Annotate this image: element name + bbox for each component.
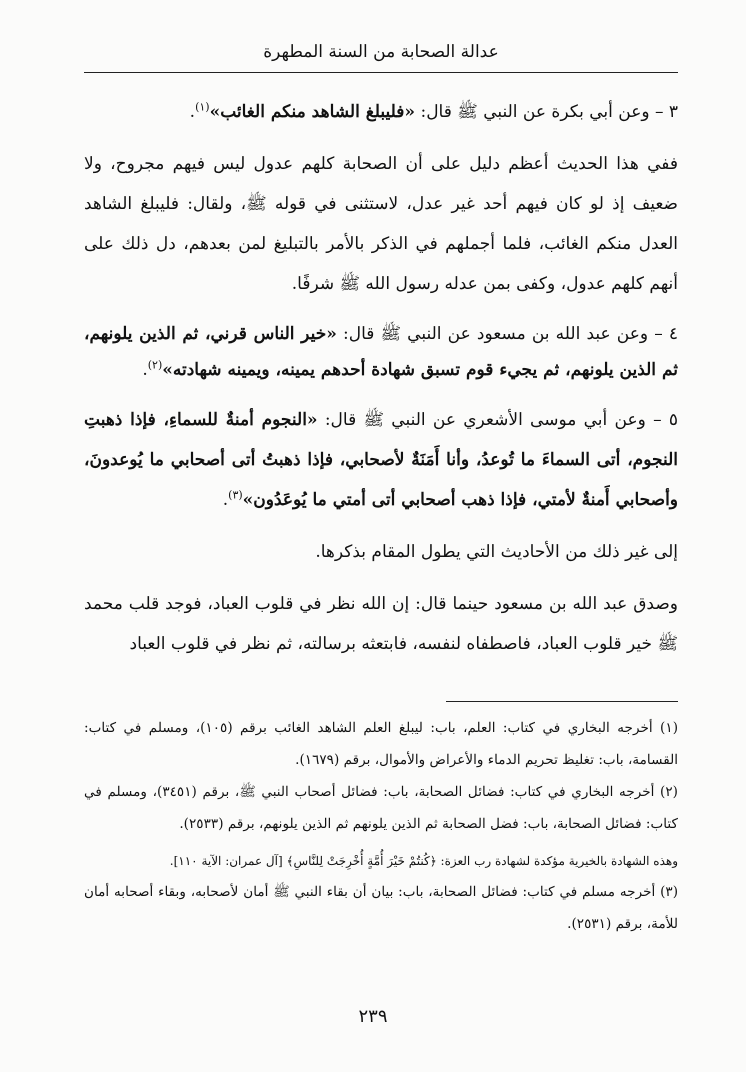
hadith-3-quote: «فليبلغ الشاهد منكم الغائب» [209, 102, 416, 122]
hadith-4 [84, 316, 678, 388]
footnote-3: (٣) أخرجه مسلم في كتاب: فضائل الصحابة، باب: بيان أن بقاء النبي ﷺ أمان لأصحابه، وبقاء أصحابه أمان للأمة، برقم (٢٥٣١). [84, 884, 678, 932]
hadith-5-end: . [222, 490, 229, 510]
hadith-5-quote: «النجوم أمنةٌ للسماءِ، فإذا ذهبتِ النجوم، أتى السماءَ ما تُوعدُ، وأنا أَمَنَةٌ لأصحابي، فإذا ذهبتُ أتى أصحابي ما يُوعدونَ، وأصحابي أَمنةٌ لأمتي، فإذا ذهب أصحابي أتى أمتي ما يُوعَدُون» [84, 410, 678, 510]
hadith-4-lead: ٤ – وعن عبد الله بن مسعود عن النبي ﷺ قال: [336, 324, 678, 344]
footnote-1: (١) أخرجه البخاري في كتاب: العلم، باب: ليبلغ العلم الشاهد الغائب برقم (١٠٥)، ومسلم في كتاب: القسامة، باب: تغليظ تحريم الدماء والأعراض والأموال، برقم (١٦٧٩). [84, 720, 678, 768]
footnotes [84, 712, 678, 940]
closing-sentence: إلى غير ذلك من الأحاديث التي يطول المقام بذكرها. [315, 542, 678, 562]
hadith-5 [84, 400, 678, 520]
hadith-3-lead: ٣ – وعن أبي بكرة عن النبي ﷺ قال: [415, 102, 678, 122]
page-number: ٢٣٩ [358, 1006, 388, 1027]
commentary-paragraph: ففي هذا الحديث أعظم دليل على أن الصحابة كلهم عدول ليس فيهم مجروح، ولا ضعيف إذ لو كان فيهم أحد غير عدل، لاستثنى في قوله ﷺ، ولقال: فليبلغ الشاهد العدل منكم الغائب، فلما أجملهم في الذكر بالأمر بالتبليغ لمن بعدهم، دل ذلك على أنهم كلهم عدول، وكفى بمن عدله رسول الله ﷺ شرفًا. [84, 154, 678, 294]
footnote-separator [446, 701, 678, 702]
main-text [84, 92, 678, 664]
hadith-3 [84, 92, 678, 132]
hadith-5-lead: ٥ – وعن أبي موسى الأشعري عن النبي ﷺ قال: [317, 410, 678, 430]
hadith-4-end: . [142, 360, 148, 380]
footnote-ref-3[interactable]: (٣) [228, 488, 243, 502]
footnote-2: (٢) أخرجه البخاري في كتاب: فضائل الصحابة، باب: فضائل أصحاب النبي ﷺ، برقم (٣٤٥١)، ومسلم في كتاب: فضائل الصحابة، باب: فضل الصحابة ثم الذين يلونهم ثم الذين يلونهم، برقم (٢٥٣٣). [84, 784, 678, 832]
running-header: عدالة الصحابة من السنة المطهرة [263, 42, 499, 62]
hadith-4-quote: «خير الناس قرني، ثم الذين يلونهم، ثم الذين يلونهم، ثم يجيء قوم تسبق شهادة أحدهم يمينه، ويمينه شهادته» [84, 324, 678, 380]
header-rule [84, 72, 678, 73]
ibn-masud-quote: وصدق عبد الله بن مسعود حينما قال: إن الله نظر في قلوب العباد، فوجد قلب محمد ﷺ خير قلوب العباد، فاصطفاه لنفسه، فابتعثه برسالته، ثم نظر في قلوب العباد [84, 594, 678, 654]
hadith-3-end: . [189, 102, 196, 122]
footnote-ref-1[interactable]: (١) [195, 100, 210, 114]
footnote-2-note: وهذه الشهادة بالخيرية مؤكدة لشهادة رب العزة: ﴿كُنتُمْ خَيْرَ أُمَّةٍ أُخْرِجَتْ لِلنَّاسِ﴾ [آل عمران: الآية ١١٠]. [169, 854, 678, 868]
footnote-ref-2[interactable]: (٢) [147, 358, 163, 372]
